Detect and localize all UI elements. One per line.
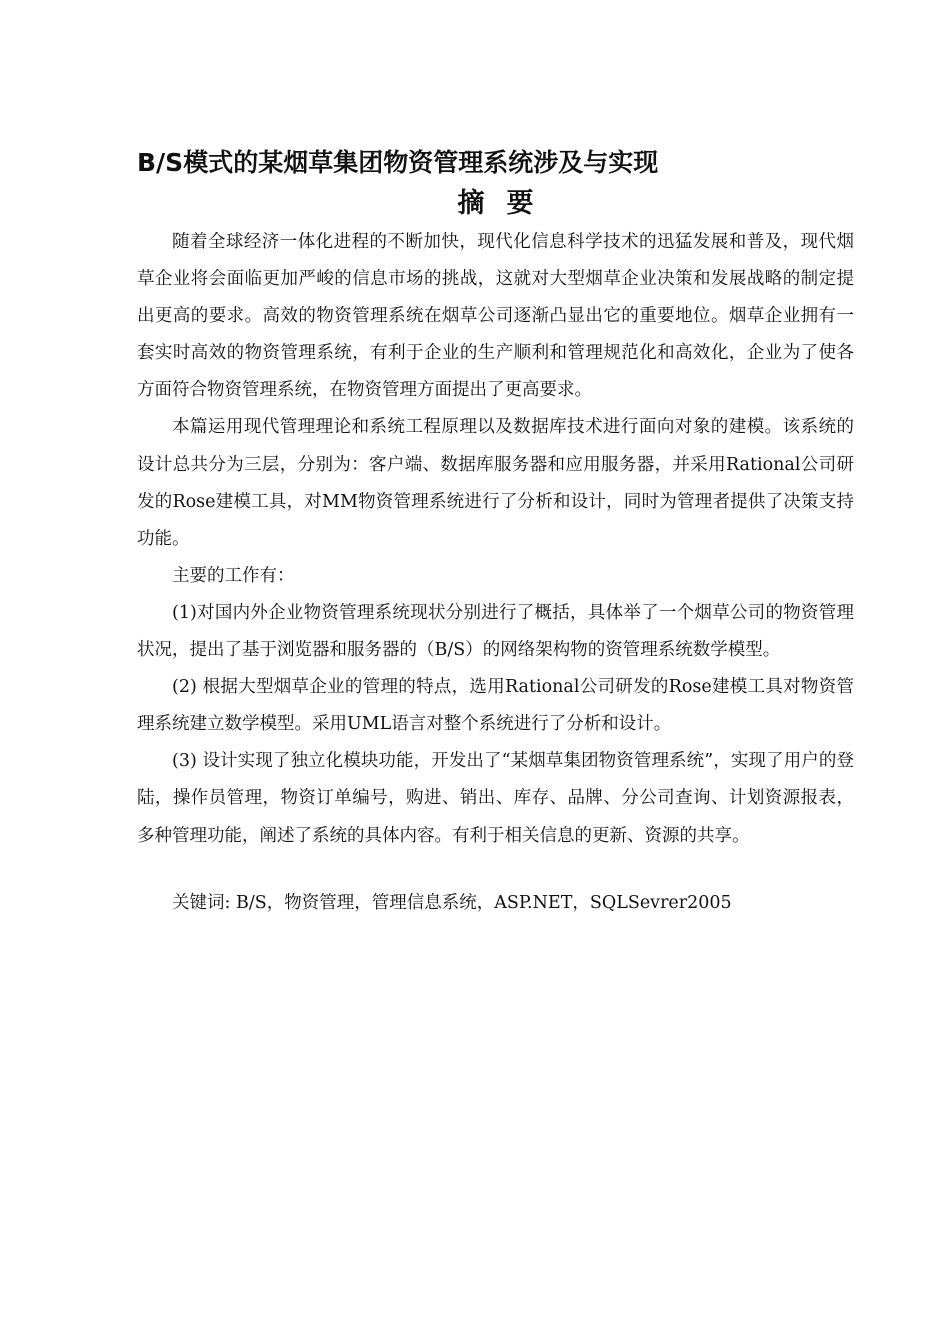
- blank-line: [137, 855, 854, 885]
- work-item-1: (1)对国内外企业物资管理系统现状分别进行了概括，具体举了一个烟草公司的物资管理状况，提出了基于浏览器和服务器的（B/S）的网络架构物的资管理系统数学模型。: [137, 602, 854, 661]
- main-work-intro: 主要的工作有：: [172, 565, 295, 586]
- keywords-line: 关键词: B/S，物资管理，管理信息系统，ASP.NET，SQLSevrer2005: [172, 892, 732, 913]
- abstract-paragraph-1: 随着全球经济一体化进程的不断加快，现代化信息科学技术的迅猛发展和普及，现代烟草企业将会面临更加严峻的信息市场的挑战，这就对大型烟草企业决策和发展战略的制定提出更高的要求。高效的物资管理系统在烟草公司逐渐凸显出它的重要地位。烟草企业拥有一套实时高效的物资管理系统，有利于企业的生产顺利和管理规范化和高效化，企业为了使各方面符合物资管理系统，在物资管理方面提出了更高要求。: [137, 232, 854, 401]
- work-item-2: (2) 根据大型烟草企业的管理的特点，选用Rational公司研发的Rose建模工具对物资管理系统建立数学模型。采用UML语言对整个系统进行了分析和设计。: [137, 677, 854, 735]
- abstract-paragraph-2: 本篇运用现代管理理论和系统工程原理以及数据库技术进行面向对象的建模。该系统的设计总共分为三层，分别为：客户端、数据库服务器和应用服务器，并采用Rational公司研发的Rose建模工具，对MM物资管理系统进行了分析和设计，同时为管理者提供了决策支持功能。: [137, 417, 854, 549]
- document-title: B/S模式的某烟草集团物资管理系统涉及与实现: [137, 148, 659, 177]
- document-body: [137, 142, 854, 922]
- abstract-heading: 摘要: [457, 188, 556, 219]
- work-item-3: (3) 设计实现了独立化模块功能，开发出了“某烟草集团物资管理系统”，实现了用户的登陆，操作员管理，物资订单编号，购进、销出、库存、品牌、分公司查询、计划资源报表，多种管理功能，阐述了系统的具体内容。有利于相关信息的更新、资源的共享。: [137, 751, 854, 846]
